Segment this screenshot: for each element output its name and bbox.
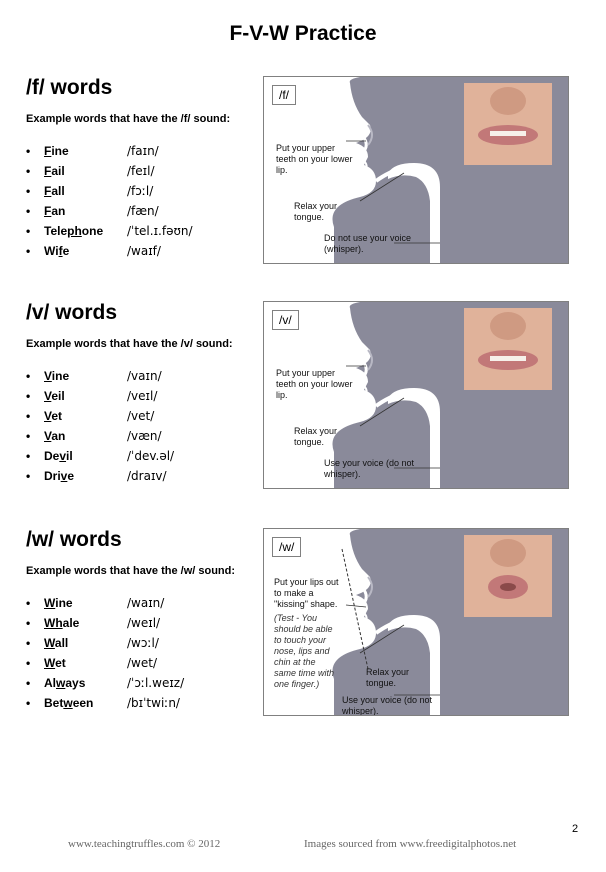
practice-word: Wet xyxy=(44,656,66,670)
practice-word: Devil xyxy=(44,449,73,463)
lip-instruction: Put your lips out to make a "kissing" shape. xyxy=(274,577,339,609)
articulation-diagram xyxy=(263,301,569,489)
bullet-icon: • xyxy=(26,676,31,690)
ipa-transcription: /wɔːl/ xyxy=(127,636,159,650)
bullet-icon: • xyxy=(26,469,31,483)
bullet-icon: • xyxy=(26,164,31,178)
practice-word: Drive xyxy=(44,469,75,483)
practice-word: Fall xyxy=(44,184,65,198)
ipa-transcription: /waɪf/ xyxy=(127,244,161,258)
ipa-transcription: /vet/ xyxy=(127,409,155,423)
ipa-transcription: /waɪn/ xyxy=(127,596,165,610)
ipa-transcription: /veɪl/ xyxy=(127,389,158,403)
practice-word: Wall xyxy=(44,636,69,650)
ipa-transcription: /wet/ xyxy=(127,656,157,670)
practice-word: Telephone xyxy=(44,224,104,238)
section-heading: /w/ words xyxy=(26,528,122,551)
phoneme-label: /v/ xyxy=(272,310,299,330)
bullet-icon: • xyxy=(26,204,31,218)
voice-instruction: Do not use your voice (whisper). xyxy=(324,233,412,254)
ipa-transcription: /fæn/ xyxy=(127,204,159,218)
practice-word: Fan xyxy=(44,204,66,218)
bullet-icon: • xyxy=(26,429,31,443)
tongue-instruction: Relax your tongue. xyxy=(366,667,410,688)
ipa-transcription: /vaɪn/ xyxy=(127,369,162,383)
footer-image-credit: Images sourced from www.freedigitalphotos.net xyxy=(304,838,517,850)
practice-word: Fine xyxy=(44,144,69,158)
practice-word: Fail xyxy=(44,164,65,178)
page-title: F-V-W Practice xyxy=(229,22,377,45)
ipa-transcription: /ˈtel.ɪ.fəʊn/ xyxy=(127,224,193,238)
practice-word: Vet xyxy=(44,409,63,423)
bullet-icon: • xyxy=(26,636,31,650)
bullet-icon: • xyxy=(26,369,31,383)
articulation-diagram xyxy=(263,76,569,264)
page-number: 2 xyxy=(572,823,579,835)
footer-copyright: www.teachingtruffles.com © 2012 xyxy=(68,838,221,850)
tongue-instruction: Relax your tongue. xyxy=(294,426,338,447)
practice-section xyxy=(0,528,606,758)
bullet-icon: • xyxy=(26,184,31,198)
bullet-icon: • xyxy=(26,144,31,158)
practice-section xyxy=(0,76,606,306)
section-intro: Example words that have the /f/ sound: xyxy=(26,113,231,125)
ipa-transcription: /draɪv/ xyxy=(127,469,167,483)
practice-word: Wife xyxy=(44,244,70,258)
practice-word: Vine xyxy=(44,369,70,383)
ipa-transcription: /væn/ xyxy=(127,429,162,443)
bullet-icon: • xyxy=(26,449,31,463)
voice-instruction: Use your voice (do not whisper). xyxy=(342,695,433,716)
bullet-icon: • xyxy=(26,596,31,610)
ipa-transcription: /fɔːl/ xyxy=(127,184,154,198)
section-intro: Example words that have the /w/ sound: xyxy=(26,565,236,577)
tongue-instruction: Relax your tongue. xyxy=(294,201,338,222)
bullet-icon: • xyxy=(26,224,31,238)
ipa-transcription: /faɪn/ xyxy=(127,144,159,158)
bullet-icon: • xyxy=(26,409,31,423)
ipa-transcription: /bɪˈtwiːn/ xyxy=(127,696,180,710)
bullet-icon: • xyxy=(26,389,31,403)
test-instruction: (Test - You should be able to touch your nose, lips and chin at the same time with one finger.) xyxy=(274,613,335,689)
practice-word: Veil xyxy=(44,389,65,403)
ipa-transcription: /ˈdev.əl/ xyxy=(127,449,175,463)
ipa-transcription: /ˈɔːl.weɪz/ xyxy=(127,676,185,690)
section-heading: /f/ words xyxy=(26,76,113,99)
bullet-icon: • xyxy=(26,616,31,630)
ipa-transcription: /weɪl/ xyxy=(127,616,161,630)
phoneme-label: /f/ xyxy=(272,85,296,105)
practice-word: Between xyxy=(44,696,94,710)
bullet-icon: • xyxy=(26,244,31,258)
voice-instruction: Use your voice (do not whisper). xyxy=(324,458,415,479)
practice-word: Van xyxy=(44,429,66,443)
practice-word: Whale xyxy=(44,616,80,630)
practice-section xyxy=(0,301,606,531)
bullet-icon: • xyxy=(26,656,31,670)
lip-instruction: Put your upper teeth on your lower lip. xyxy=(276,143,353,175)
practice-word: Always xyxy=(44,676,86,690)
articulation-diagram xyxy=(263,528,569,716)
practice-word: Wine xyxy=(44,596,73,610)
section-heading: /v/ words xyxy=(26,301,118,324)
section-intro: Example words that have the /v/ sound: xyxy=(26,338,233,350)
phoneme-label: /w/ xyxy=(272,537,301,557)
bullet-icon: • xyxy=(26,696,31,710)
lip-instruction: Put your upper teeth on your lower lip. xyxy=(276,368,353,400)
ipa-transcription: /feɪl/ xyxy=(127,164,155,178)
